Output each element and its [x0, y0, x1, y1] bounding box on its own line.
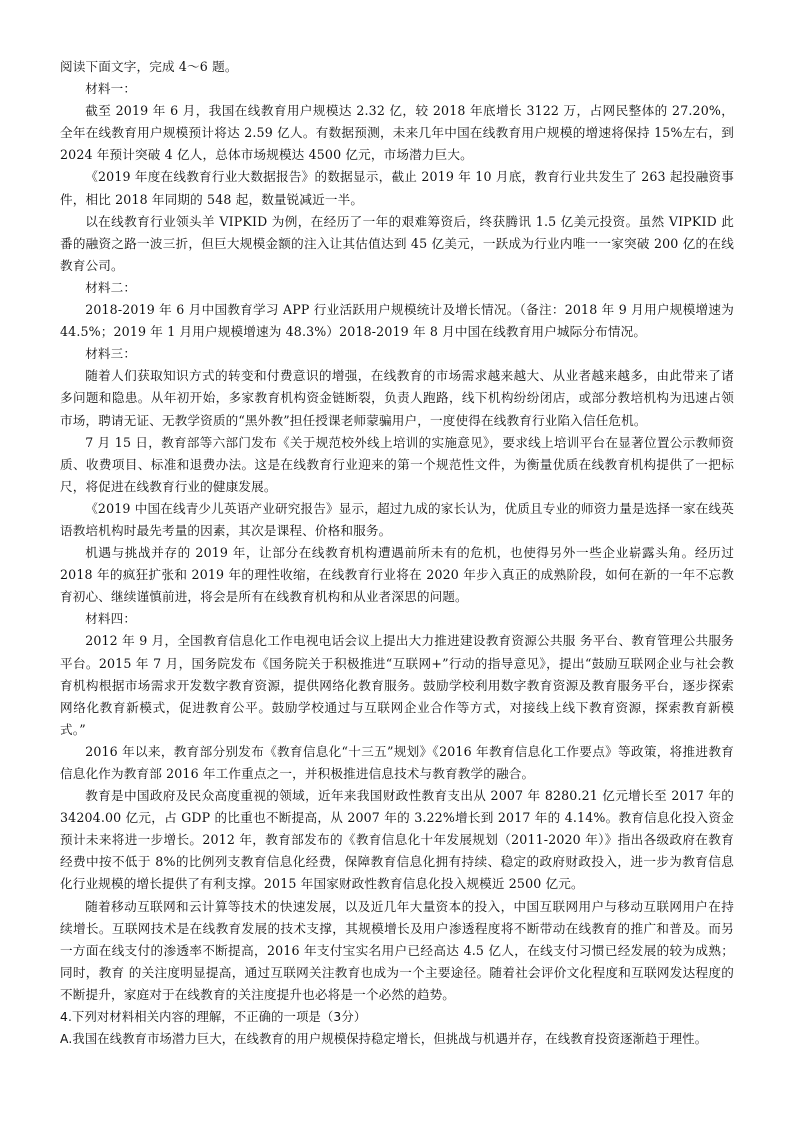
material-3-heading: 材料三： — [85, 346, 137, 362]
question-4-option-a: A.我国在线教育市场潜力巨大，在线教育的用户规模保持稳定增长，但挑战与机遇并存，在线教育投资逐渐趋于理性。 — [60, 1032, 708, 1047]
material-1-heading: 材料一： — [85, 81, 137, 97]
material-4-paragraph-3: 教育是中国政府及民众高度重视的领域，近年来我国财政性教育支出从 2007 年 8280.21 亿元增长至 2017 年的 34204.00 亿元，占 GDP 的比重也不断提高，从 2007 年的 3.22%增长到 2017 年的 4.14%。教育信息化投入资金预计未来将进一步增长。2012 年，教育部发布的《教育信息化十年发展规划（2011-2020 年）》指出各级政府在教育经费中按不低于 8%的比例列支教育信息化经费，保障教育信息化拥有持续、稳定的政府财政投入，进一步为教育信息化行业规模的增长提供了有利支撑。2015 年国家财政性教育信息化投入规模近 2500 亿元。 — [60, 788, 734, 892]
material-4-paragraph-2: 2016 年以来，教育部分别发布《教育信息化“十三五”规划》《2016 年教育信息化工作要点》等政策，将推进教育信息化作为教育部 2016 年工作重点之一，并积极推进信息技术与教育教学的融合。 — [60, 743, 734, 781]
material-4-heading: 材料四： — [85, 611, 137, 627]
reading-instruction: 阅读下面文字，完成 4～6 题。 — [60, 59, 238, 74]
material-4-paragraph-4: 随着移动互联网和云计算等技术的快速发展，以及近几年大量资本的投入，中国互联网用户与移动互联网用户在持续增长。互联网技术是在线教育发展的技术支撑，其规模增长及用户渗透程度将不断带动在线教育的推广和普及。而另一方面在线支付的渗透率不断提高，2016 年支付宝实名用户已经高达 4.5 亿人，在线支付习惯已经发展的较为成熟；同时，教育 的关注度明显提高，通过互联网关注教育也成为一个主要途径。随着社会评价文化程度和互联网发达程度的不断提升，家庭对于在线教育的关注度提升也必将是一个必然的趋势。 — [60, 898, 734, 1002]
material-1-paragraph-3: 以在线教育行业领头羊 VIPKID 为例，在经历了一年的艰难筹资后，终获腾讯 1.5 亿美元投资。虽然 VIPKID 此番的融资之路一波三折，但巨大规模金额的注入让其估值达到 45 亿美元，一跃成为行业内唯一一家突破 200 亿的在线教育公司。 — [60, 213, 734, 273]
material-3-paragraph-4: 机遇与挑战并存的 2019 年，让部分在线教育机构遭遇前所未有的危机，也使得另外一些企业崭露头角。经历过 2018 年的疯狂扩张和 2019 年的理性收缩，在线教育行业将在 2020 年步入真正的成熟阶段，如何在新的一年不忘教育初心、继续谨慎前进，将会是所有在线教育机构和从业者深思的问题。 — [60, 545, 734, 605]
material-2-heading: 材料二： — [85, 279, 137, 295]
material-1-paragraph-1: 截至 2019 年 6 月，我国在线教育用户规模达 2.32 亿，较 2018 年底增长 3122 万，占网民整体的 27.20%，全年在线教育用户规模预计将达 2.59 亿人。有数据预测，未来几年中国在线教育用户规模的增速将保持 15%左右，到 2024 年预计突破 4 亿人，总体市场规模达 4500 亿元，市场潜力巨大。 — [60, 103, 734, 163]
question-4-stem: 4.下列对材料相关内容的理解，不正确的一项是（3分） — [60, 1010, 367, 1025]
material-2-paragraph-1: 2018-2019 年 6 月中国教育学习 APP 行业活跃用户规模统计及增长情况。（备注：2018 年 9 月用户规模增速为 44.5%；2019 年 1 月用户规模增速为 48.3%）2018-2019 年 8 月中国在线教育用户城际分布情况。 — [60, 302, 734, 340]
material-3-paragraph-1: 随着人们获取知识方式的转变和付费意识的增强，在线教育的市场需求越来越大、从业者越来越多，由此带来了诸多问题和隐患。从年初开始，多家教育机构资金链断裂，负责人跑路，线下机构纷纷闭店，或部分教培机构为迅速占领市场，聘请无证、无教学资质的“黑外教”担任授课老师蒙骗用户，一度使得在线教育行业陷入信任危机。 — [60, 368, 734, 428]
material-1-paragraph-2: 《2019 年度在线教育行业大数据报告》的数据显示，截止 2019 年 10 月底，教育行业共发生了 263 起投融资事件，相比 2018 年同期的 548 起，数量锐减近一半。 — [60, 169, 734, 207]
document-page — [60, 56, 734, 1050]
material-3-paragraph-3: 《2019 中国在线青少儿英语产业研究报告》显示，超过九成的家长认为，优质且专业的师资力量是选择一家在线英语教培机构时最先考量的因素，其次是课程、价格和服务。 — [60, 500, 734, 538]
material-4-paragraph-1: 2012 年 9 月，全国教育信息化工作电视电话会议上提出大力推进建设教育资源公共服 务平台、教育管理公共服务平台。2015 年 7 月，国务院发布《国务院关于积极推进“互联网+”行动的指导意见》，提出“鼓励互联网企业与社会教育机构根据市场需求开发数字教育资源，提供网络化教育服务。鼓励学校利用数字教育资源及教育服务平台，逐步探索网络化教育新模式，促进教育公平。鼓励学校通过与互联网企业合作等方式，对接线上线下教育资源，探索教育新模式。” — [60, 633, 734, 737]
material-3-paragraph-2: 7 月 15 日，教育部等六部门发布《关于规范校外线上培训的实施意见》，要求线上培训平台在显著位置公示教师资质、收费项目、标准和退费办法。这是在线教育行业迎来的第一个规范性文件，为衡量优质在线教育机构提供了一把标尺，将促进在线教育行业的健康发展。 — [60, 434, 734, 494]
